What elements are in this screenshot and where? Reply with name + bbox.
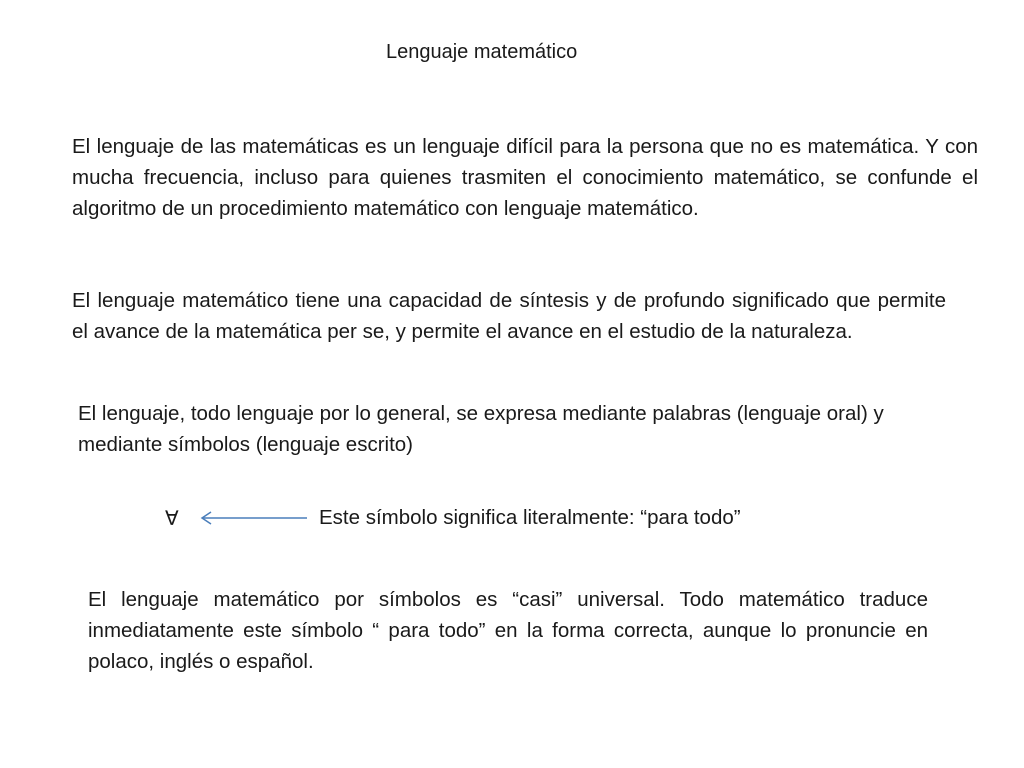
symbol-caption: Este símbolo significa literalmente: “para todo”	[319, 506, 741, 529]
slide-title: Lenguaje matemático	[386, 41, 578, 63]
symbol-explanation-row	[165, 502, 865, 534]
paragraph-universal: El lenguaje matemático por símbolos es “casi” universal. Todo matemático traduce inmediatamente este símbolo “ para todo” en la forma correcta, aunque lo pronuncie en polaco, inglés o español.	[88, 588, 928, 673]
left-arrow-icon	[199, 509, 309, 527]
paragraph-expression: El lenguaje, todo lenguaje por lo general, se expresa mediante palabras (lenguaje oral) y mediante símbolos (lenguaje escrito)	[78, 402, 884, 456]
paragraph-synthesis: El lenguaje matemático tiene una capacidad de síntesis y de profundo significado que permite el avance de la matemática per se, y permite el avance en el estudio de la naturaleza.	[72, 289, 946, 343]
forall-symbol: ∀	[165, 506, 179, 530]
paragraph-difficulty: El lenguaje de las matemáticas es un lenguaje difícil para la persona que no es matemática. Y con mucha frecuencia, incluso para quienes trasmiten el conocimiento matemático, se confunde el algoritmo de un procedimiento matemático con lenguaje matemático.	[72, 135, 978, 220]
